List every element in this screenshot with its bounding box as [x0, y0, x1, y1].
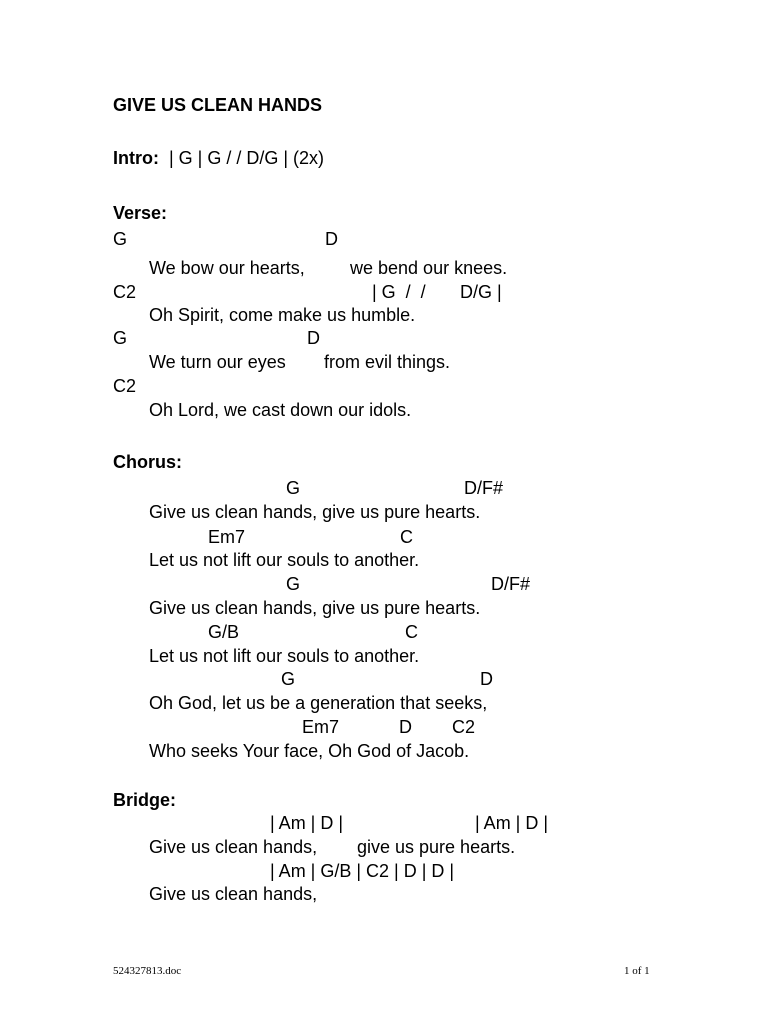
verse-chord: D/G |: [460, 282, 502, 302]
verse-lyric: from evil things.: [324, 352, 451, 372]
chorus-chord: C: [400, 527, 413, 547]
chorus-label: Chorus:: [113, 452, 182, 472]
chorus-lyric: Give us clean hands, give us pure hearts.: [149, 598, 481, 618]
verse-chord: G: [113, 229, 128, 249]
bridge-lyric: Give us clean hands,: [149, 837, 318, 857]
verse-lyric: We bow our hearts,: [149, 258, 305, 278]
bridge-lyric: give us pure hearts.: [357, 837, 516, 857]
chorus-lyric: Who seeks Your face, Oh God of Jacob.: [149, 741, 470, 761]
chorus-chord: D/F#: [464, 478, 504, 498]
chorus-chord: Em7: [302, 717, 340, 737]
verse-chord: | G / /: [372, 282, 426, 302]
chorus-lyric: Oh God, let us be a generation that seeks,: [149, 693, 488, 713]
chorus-chord: G: [281, 669, 296, 689]
footer-filename: 524327813.doc: [113, 965, 182, 977]
intro-chords: | G | G / / D/G | (2x): [164, 148, 325, 168]
chorus-chord: G: [286, 574, 301, 594]
chorus-chord: G/B: [208, 622, 240, 642]
verse-lyric: Oh Spirit, come make us humble.: [149, 305, 416, 325]
chorus-lyric: Let us not lift our souls to another.: [149, 646, 420, 666]
bridge-label: Bridge:: [113, 790, 176, 810]
chorus-lyric: Give us clean hands, give us pure hearts.: [149, 502, 481, 522]
chorus-chord: G: [286, 478, 301, 498]
chorus-chord: D: [480, 669, 493, 689]
footer-page-number: 1 of 1: [624, 965, 650, 977]
bridge-chord: | Am | D |: [475, 813, 549, 833]
verse-chord: G: [113, 328, 128, 348]
bridge-lyric: Give us clean hands,: [149, 884, 318, 904]
verse-chord: D: [307, 328, 320, 348]
verse-chord: D: [325, 229, 338, 249]
verse-chord: C2: [113, 376, 137, 396]
chorus-lyric: Let us not lift our souls to another.: [149, 550, 420, 570]
chorus-chord: D: [399, 717, 412, 737]
verse-lyric: We turn our eyes: [149, 352, 286, 372]
chorus-chord: Em7: [208, 527, 246, 547]
chorus-chord: C2: [452, 717, 476, 737]
chorus-chord: D/F#: [491, 574, 531, 594]
bridge-chord: | Am | G/B | C2 | D | D |: [270, 861, 455, 881]
intro-label: Intro:: [113, 148, 159, 168]
chorus-chord: C: [405, 622, 418, 642]
song-title: GIVE US CLEAN HANDS: [113, 95, 323, 115]
verse-label: Verse:: [113, 203, 168, 223]
verse-chord: C2: [113, 282, 137, 302]
bridge-chord: | Am | D |: [270, 813, 344, 833]
verse-lyric: we bend our knees.: [350, 258, 508, 278]
verse-lyric: Oh Lord, we cast down our idols.: [149, 400, 412, 420]
